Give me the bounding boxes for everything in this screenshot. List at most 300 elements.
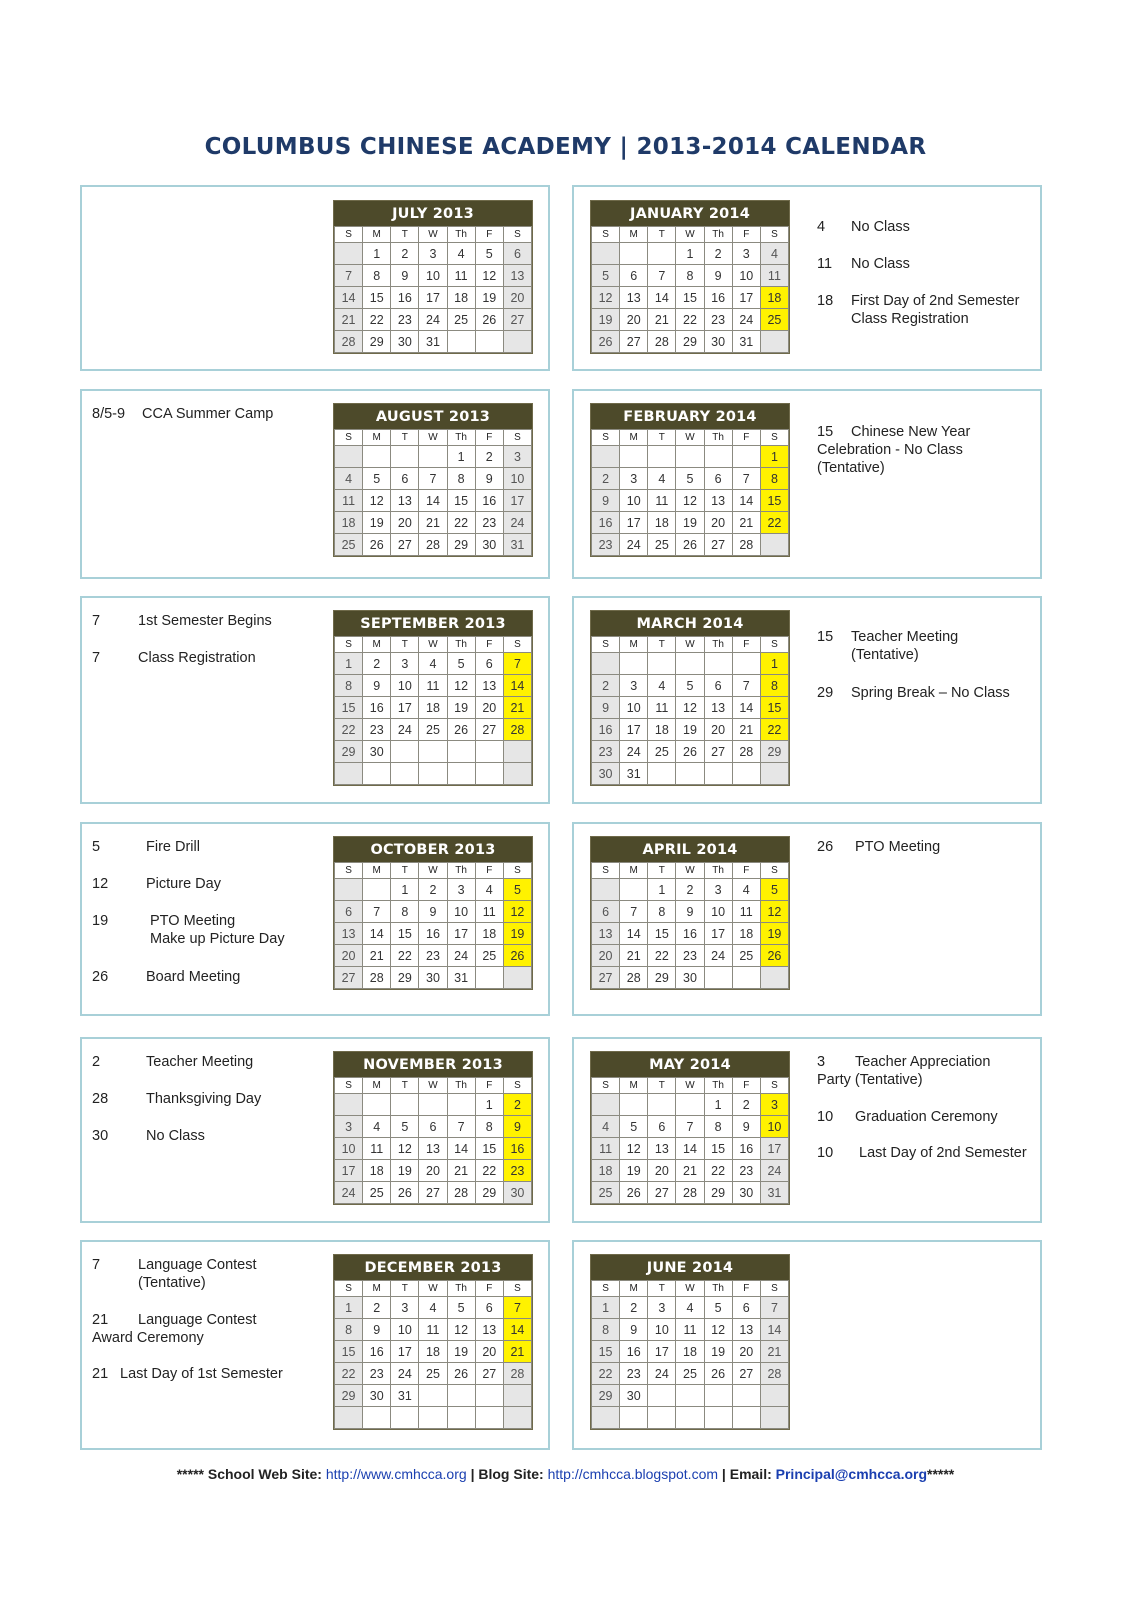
event-text: Spring Break – No Class: [851, 685, 1010, 701]
month-title: SEPTEMBER 2013: [334, 611, 532, 636]
day-cell: 20: [475, 697, 503, 719]
day-cell: 16: [363, 1341, 391, 1363]
day-header: S: [592, 1281, 620, 1297]
day-cell: 18: [419, 1341, 447, 1363]
day-cell: 6: [704, 468, 732, 490]
day-cell: 4: [419, 1297, 447, 1319]
day-cell: 22: [760, 512, 788, 534]
day-cell: 12: [620, 1138, 648, 1160]
day-cell: 26: [676, 534, 704, 556]
day-cell: 1: [447, 446, 475, 468]
event-item: 18 First Day of 2nd Semester Class Registration: [817, 293, 1020, 327]
day-cell: [503, 1407, 531, 1429]
day-cell: 9: [620, 1319, 648, 1341]
day-cell: [419, 1385, 447, 1407]
day-cell: 3: [620, 468, 648, 490]
month-title: FEBRUARY 2014: [591, 404, 789, 429]
day-cell: [732, 967, 760, 989]
day-cell: 23: [363, 1363, 391, 1385]
day-cell: 20: [704, 512, 732, 534]
day-cell: 31: [732, 331, 760, 353]
day-cell: 7: [648, 265, 676, 287]
day-cell: 24: [704, 945, 732, 967]
event-item: 15 Teacher Meeting (Tentative): [817, 629, 959, 663]
day-cell: 26: [676, 741, 704, 763]
day-cell: 11: [419, 675, 447, 697]
event-item: 10 Last Day of 2nd Semester: [817, 1145, 1027, 1161]
day-cell: 15: [363, 287, 391, 309]
day-cell: 28: [732, 534, 760, 556]
day-cell: 3: [391, 653, 419, 675]
day-header: S: [760, 1281, 788, 1297]
day-cell: 28: [363, 967, 391, 989]
day-cell: 14: [732, 697, 760, 719]
day-cell: 27: [503, 309, 531, 331]
day-cell: 17: [391, 1341, 419, 1363]
day-cell: 20: [732, 1341, 760, 1363]
month-title: AUGUST 2013: [334, 404, 532, 429]
day-cell: 20: [704, 719, 732, 741]
day-cell: 11: [760, 265, 788, 287]
day-cell: 8: [335, 1319, 363, 1341]
day-cell: [732, 1385, 760, 1407]
day-cell: 11: [592, 1138, 620, 1160]
day-cell: 13: [648, 1138, 676, 1160]
day-cell: 28: [620, 967, 648, 989]
day-cell: 31: [620, 763, 648, 785]
event-item: 28 Thanksgiving Day: [92, 1091, 262, 1107]
day-cell: [391, 446, 419, 468]
day-cell: 5: [620, 1116, 648, 1138]
day-cell: 27: [475, 719, 503, 741]
day-cell: 7: [620, 901, 648, 923]
day-cell: 21: [676, 1160, 704, 1182]
day-cell: 20: [592, 945, 620, 967]
day-header: W: [419, 1281, 447, 1297]
day-cell: 3: [620, 675, 648, 697]
day-header: S: [592, 430, 620, 446]
day-cell: [620, 879, 648, 901]
day-header: T: [648, 430, 676, 446]
day-header: W: [676, 637, 704, 653]
day-cell: 11: [676, 1319, 704, 1341]
day-cell: [363, 879, 391, 901]
day-cell: 12: [503, 901, 531, 923]
day-cell: 23: [592, 741, 620, 763]
day-cell: 6: [503, 243, 531, 265]
day-cell: [592, 879, 620, 901]
day-header: F: [732, 1078, 760, 1094]
event-item: 29 Spring Break – No Class: [817, 685, 1010, 701]
day-header: M: [620, 1078, 648, 1094]
day-cell: 11: [648, 490, 676, 512]
day-cell: 8: [648, 901, 676, 923]
day-cell: 19: [503, 923, 531, 945]
day-header: T: [391, 1078, 419, 1094]
day-cell: 1: [335, 1297, 363, 1319]
day-cell: [648, 653, 676, 675]
day-cell: 7: [732, 675, 760, 697]
calendar-april-2014: [590, 836, 790, 990]
event-text: Board Meeting: [146, 969, 241, 985]
day-cell: 10: [419, 265, 447, 287]
event-text: Language Contest: [138, 1312, 257, 1328]
day-cell: 31: [503, 534, 531, 556]
day-cell: 27: [592, 967, 620, 989]
day-header: F: [732, 430, 760, 446]
day-cell: 5: [760, 879, 788, 901]
day-cell: [732, 446, 760, 468]
day-cell: 20: [620, 309, 648, 331]
day-cell: 19: [475, 287, 503, 309]
day-cell: 1: [648, 879, 676, 901]
day-header: F: [475, 863, 503, 879]
day-cell: 6: [704, 675, 732, 697]
day-cell: 17: [419, 287, 447, 309]
day-cell: 18: [760, 287, 788, 309]
day-cell: [475, 741, 503, 763]
day-header: M: [620, 1281, 648, 1297]
day-cell: [592, 1094, 620, 1116]
day-cell: [391, 1094, 419, 1116]
day-cell: 26: [620, 1182, 648, 1204]
day-cell: 29: [391, 967, 419, 989]
day-cell: 2: [391, 243, 419, 265]
day-cell: 10: [391, 1319, 419, 1341]
day-cell: 14: [503, 675, 531, 697]
day-header: T: [391, 637, 419, 653]
day-header: S: [335, 227, 363, 243]
day-header: F: [475, 430, 503, 446]
day-cell: 27: [391, 534, 419, 556]
day-cell: 31: [760, 1182, 788, 1204]
day-cell: 25: [335, 534, 363, 556]
day-cell: 9: [503, 1116, 531, 1138]
footer-email-link[interactable]: Principal@cmhcca.org: [775, 1466, 928, 1482]
day-cell: 19: [592, 309, 620, 331]
day-cell: 5: [676, 468, 704, 490]
day-cell: 28: [648, 331, 676, 353]
day-cell: 2: [419, 879, 447, 901]
day-cell: 8: [676, 265, 704, 287]
day-cell: 28: [503, 719, 531, 741]
day-header: T: [391, 863, 419, 879]
day-cell: 2: [732, 1094, 760, 1116]
event-item: 3 Teacher Appreciation: [817, 1054, 991, 1070]
day-cell: 29: [335, 741, 363, 763]
event-item: 15 Chinese New Year: [817, 424, 971, 440]
day-cell: 25: [419, 1363, 447, 1385]
day-cell: 29: [335, 1385, 363, 1407]
day-cell: 15: [760, 697, 788, 719]
day-cell: 30: [503, 1182, 531, 1204]
footer: [0, 1466, 1131, 1482]
day-cell: 14: [503, 1319, 531, 1341]
day-cell: [760, 763, 788, 785]
day-cell: [475, 1385, 503, 1407]
day-cell: 13: [391, 490, 419, 512]
day-cell: 22: [363, 309, 391, 331]
day-cell: 19: [760, 923, 788, 945]
event-item: 7 1st Semester Begins: [92, 613, 272, 629]
event-text: Chinese New Year: [851, 424, 971, 440]
day-cell: 17: [732, 287, 760, 309]
day-cell: 6: [592, 901, 620, 923]
day-cell: 20: [648, 1160, 676, 1182]
day-header: F: [732, 863, 760, 879]
day-cell: 17: [335, 1160, 363, 1182]
event-item: 7 Language Contest (Tentative): [92, 1257, 257, 1291]
day-cell: 23: [475, 512, 503, 534]
day-cell: 1: [676, 243, 704, 265]
day-cell: 19: [447, 697, 475, 719]
day-cell: 18: [419, 697, 447, 719]
day-cell: [335, 763, 363, 785]
day-header: Th: [447, 1281, 475, 1297]
day-cell: 3: [704, 879, 732, 901]
day-cell: 21: [335, 309, 363, 331]
day-cell: 21: [732, 719, 760, 741]
day-cell: 1: [391, 879, 419, 901]
day-cell: 18: [475, 923, 503, 945]
day-cell: 8: [447, 468, 475, 490]
day-cell: 21: [648, 309, 676, 331]
day-cell: 18: [676, 1341, 704, 1363]
day-cell: 11: [475, 901, 503, 923]
day-cell: 3: [648, 1297, 676, 1319]
day-cell: 11: [335, 490, 363, 512]
day-cell: 7: [503, 1297, 531, 1319]
event-text: (Tentative): [138, 1275, 206, 1291]
day-cell: 1: [335, 653, 363, 675]
day-cell: 7: [363, 901, 391, 923]
day-header: T: [391, 227, 419, 243]
day-header: Th: [704, 863, 732, 879]
day-cell: 30: [419, 967, 447, 989]
day-cell: 11: [447, 265, 475, 287]
day-cell: 6: [419, 1116, 447, 1138]
day-cell: 25: [447, 309, 475, 331]
day-cell: 28: [732, 741, 760, 763]
day-header: M: [620, 863, 648, 879]
day-cell: [648, 1385, 676, 1407]
calendar-july-2013: [333, 200, 533, 354]
day-cell: 2: [592, 468, 620, 490]
day-cell: 18: [335, 512, 363, 534]
event-text: Make up Picture Day: [150, 931, 285, 947]
calendar-september-2013: [333, 610, 533, 786]
day-cell: [620, 1407, 648, 1429]
day-cell: 25: [363, 1182, 391, 1204]
day-cell: 11: [363, 1138, 391, 1160]
day-cell: 12: [676, 697, 704, 719]
event-item: [817, 1071, 923, 1089]
day-cell: 28: [760, 1363, 788, 1385]
event-item: [92, 1329, 204, 1347]
day-cell: 7: [503, 653, 531, 675]
calendar-october-2013: [333, 836, 533, 990]
event-text: Thanksgiving Day: [146, 1091, 262, 1107]
day-cell: 14: [447, 1138, 475, 1160]
day-cell: 9: [592, 697, 620, 719]
day-cell: 2: [592, 675, 620, 697]
day-cell: [620, 243, 648, 265]
day-cell: [620, 446, 648, 468]
event-item: 11 No Class: [817, 256, 910, 272]
event-text: Fire Drill: [146, 839, 200, 855]
day-cell: 25: [648, 534, 676, 556]
day-header: M: [363, 863, 391, 879]
day-cell: 17: [503, 490, 531, 512]
day-cell: 3: [503, 446, 531, 468]
day-cell: 3: [447, 879, 475, 901]
day-cell: 16: [676, 923, 704, 945]
day-cell: 7: [676, 1116, 704, 1138]
day-header: Th: [447, 1078, 475, 1094]
day-cell: [335, 243, 363, 265]
day-cell: 24: [391, 1363, 419, 1385]
day-header: M: [363, 1078, 391, 1094]
event-text: Award Ceremony: [92, 1330, 204, 1346]
day-header: S: [503, 637, 531, 653]
day-cell: 28: [503, 1363, 531, 1385]
day-cell: 9: [419, 901, 447, 923]
day-cell: 28: [419, 534, 447, 556]
day-cell: 4: [732, 879, 760, 901]
day-cell: 23: [391, 309, 419, 331]
day-cell: 6: [391, 468, 419, 490]
day-cell: 9: [391, 265, 419, 287]
day-cell: 13: [475, 1319, 503, 1341]
day-cell: 2: [704, 243, 732, 265]
day-cell: 28: [447, 1182, 475, 1204]
calendar-november-2013: [333, 1051, 533, 1205]
day-cell: 17: [447, 923, 475, 945]
day-cell: 2: [363, 653, 391, 675]
day-cell: [704, 653, 732, 675]
event-item: 5 Fire Drill: [92, 839, 200, 855]
day-cell: 15: [676, 287, 704, 309]
day-cell: [363, 446, 391, 468]
day-cell: 31: [391, 1385, 419, 1407]
day-cell: 3: [732, 243, 760, 265]
day-cell: 30: [363, 741, 391, 763]
day-header: S: [335, 1078, 363, 1094]
day-cell: 15: [391, 923, 419, 945]
event-item: 21 Language Contest: [92, 1312, 257, 1328]
day-cell: 15: [760, 490, 788, 512]
day-cell: 22: [335, 719, 363, 741]
day-cell: 24: [648, 1363, 676, 1385]
event-item: 19 PTO Meeting Make up Picture Day: [92, 913, 285, 947]
event-text: Last Day of 1st Semester: [120, 1366, 283, 1382]
day-cell: 15: [447, 490, 475, 512]
day-cell: 6: [620, 265, 648, 287]
event-text: Class Registration: [851, 311, 969, 327]
day-cell: 7: [335, 265, 363, 287]
day-cell: 2: [503, 1094, 531, 1116]
day-cell: 21: [447, 1160, 475, 1182]
day-cell: 26: [475, 309, 503, 331]
day-cell: 29: [475, 1182, 503, 1204]
day-cell: 2: [363, 1297, 391, 1319]
day-header: M: [363, 430, 391, 446]
day-cell: 30: [676, 967, 704, 989]
day-cell: 10: [620, 697, 648, 719]
day-cell: 12: [704, 1319, 732, 1341]
day-cell: 3: [760, 1094, 788, 1116]
event-item: 26 Board Meeting: [92, 969, 241, 985]
day-cell: 18: [447, 287, 475, 309]
day-cell: 30: [592, 763, 620, 785]
day-cell: [419, 446, 447, 468]
day-cell: 24: [732, 309, 760, 331]
day-cell: 12: [363, 490, 391, 512]
day-cell: 21: [503, 1341, 531, 1363]
day-cell: 16: [592, 512, 620, 534]
day-cell: 21: [760, 1341, 788, 1363]
day-cell: 22: [447, 512, 475, 534]
event-text: (Tentative): [817, 460, 885, 476]
day-cell: 26: [503, 945, 531, 967]
day-cell: 13: [704, 697, 732, 719]
day-cell: 13: [503, 265, 531, 287]
day-cell: 20: [475, 1341, 503, 1363]
day-cell: [676, 446, 704, 468]
day-cell: 16: [503, 1138, 531, 1160]
day-cell: 4: [648, 675, 676, 697]
day-header: W: [676, 430, 704, 446]
day-header: Th: [447, 227, 475, 243]
day-cell: [592, 446, 620, 468]
day-cell: [732, 763, 760, 785]
footer-blog-link[interactable]: http://cmhcca.blogspot.com: [547, 1466, 719, 1482]
day-cell: 10: [704, 901, 732, 923]
day-cell: 12: [447, 1319, 475, 1341]
day-cell: 26: [447, 1363, 475, 1385]
day-cell: 4: [335, 468, 363, 490]
day-cell: [732, 1407, 760, 1429]
day-cell: 18: [648, 512, 676, 534]
event-item: 21 Last Day of 1st Semester: [92, 1366, 283, 1382]
day-cell: [335, 446, 363, 468]
day-cell: 25: [760, 309, 788, 331]
day-cell: 5: [503, 879, 531, 901]
day-cell: [760, 534, 788, 556]
day-cell: [648, 763, 676, 785]
footer-web-link[interactable]: http://www.cmhcca.org: [325, 1466, 467, 1482]
day-cell: 7: [419, 468, 447, 490]
footer-blog-label: Blog Site:: [478, 1466, 544, 1482]
day-cell: 30: [391, 331, 419, 353]
day-cell: 5: [676, 675, 704, 697]
day-cell: [335, 1094, 363, 1116]
day-cell: 10: [391, 675, 419, 697]
day-cell: [676, 653, 704, 675]
day-cell: 10: [732, 265, 760, 287]
event-text: Class Registration: [138, 650, 256, 666]
day-cell: 17: [620, 719, 648, 741]
day-cell: 22: [704, 1160, 732, 1182]
day-cell: 23: [592, 534, 620, 556]
day-cell: 31: [419, 331, 447, 353]
day-cell: 16: [620, 1341, 648, 1363]
day-cell: 24: [335, 1182, 363, 1204]
day-cell: 7: [447, 1116, 475, 1138]
day-header: F: [475, 637, 503, 653]
day-cell: 18: [592, 1160, 620, 1182]
day-cell: 23: [732, 1160, 760, 1182]
